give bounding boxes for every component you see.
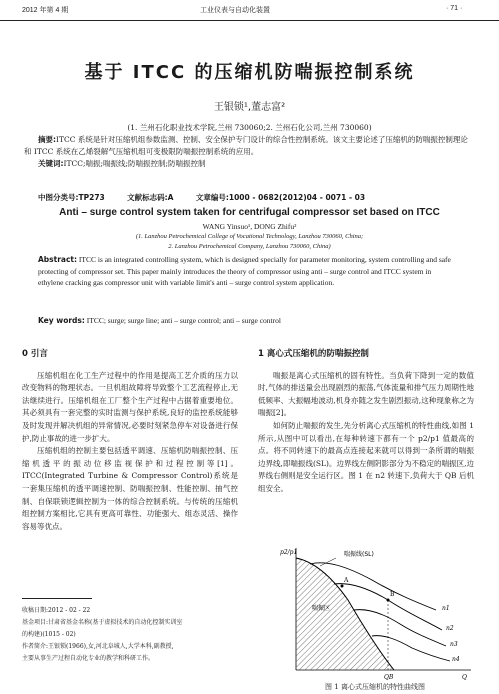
y-axis-label: p2/p1 — [280, 549, 298, 556]
curve-label-n4: n4 — [452, 656, 460, 663]
point-b-label: B — [390, 591, 395, 598]
english-abstract-text: ITCC is an integrated controlling system, which is designed specially for parameter monitoring, system controlling and safe protecting of compressor set. This paper mainly introduces the theory of compressor using anti – surge control and ITCC system in ethylene cracking gas compressor unit with variable limit's anti – surge control system application. — [38, 255, 451, 287]
right-column — [258, 348, 474, 496]
intro-paragraph-2: 压缩机组的控制主要包括透平调速、压缩机防喘振控制、压缩机透平的振动位移监视保护和过程控制等[1]。ITCC(Integrated Turbine & Compressor Control)系统是一套集压缩机的透平调速控制、防喘振控制、性能控制、抽气控制、自保联锁逻辑控制为一体的综合控制系统。与传统的压缩机组控制方案相比,它具有更高可靠性、功能强大、组态灵活、操作容易等优点。 — [22, 446, 238, 531]
header-issue: 2012 年第 4 期 — [22, 7, 69, 14]
point-a-label: A — [344, 577, 349, 584]
header-page-number: · 71 · — [446, 5, 463, 12]
keywords — [38, 158, 474, 170]
point-a-marker — [341, 585, 344, 588]
x-label-q: Q — [462, 674, 467, 680]
abstract-block — [24, 134, 474, 170]
figure-caption: 图 1 离心式压缩机的特性曲线图 — [325, 683, 425, 691]
footnotes — [22, 605, 238, 665]
document-code: 文献标志码:A — [127, 193, 174, 202]
footnote-author: 作者简介:王银锁(1966),女,河北阜城人,大学本科,副教授, — [22, 643, 174, 650]
header-rule — [0, 20, 499, 21]
abstract-text: ITCC 系统是针对压缩机组参数监测、控制、安全保护专门设计的综合性控制系统。该文主要论述了压缩机的防喘振控制理论和 ITCC 系统在乙烯裂解气压缩机组可变极限防喘振控制系统的应用。 — [24, 135, 468, 156]
english-keywords-text: ITCC; surge; surge line; anti – surge control; anti – surge control — [86, 316, 281, 325]
section-1-paragraph-2: 如何防止喘振的发生,先分析离心式压缩机的特性曲线,如图 1 所示,从图中可以看出,在每种转速下都有一个 p2/p1 值最高的点。将不同转速下的最高点连接起来就可以得到一条所谓的喘振边界线,即喘振线(SL)。边界线左侧阴影部分为不稳定的喘振区,边界线右侧则是安全运行区。图 1 在 n2 转速下,负荷大于 QB 后机组安全。 — [258, 420, 474, 493]
curve-label-n3: n3 — [450, 641, 458, 648]
x-label-qb: QB — [384, 674, 394, 680]
abstract-label: 摘要: — [38, 135, 56, 144]
left-column — [22, 348, 238, 533]
surge-zone-label: 喘振区 — [312, 605, 331, 612]
keywords-label: 关键词: — [38, 159, 64, 168]
classification-line — [38, 192, 385, 203]
authors: 王银锁¹,董志富² — [213, 102, 286, 113]
paper-title: 基于 ITCC 的压缩机防喘振控制系统 — [84, 62, 415, 83]
footnote-author-cont: 主要从事生产过程自动化专业的教学和科研工作。 — [22, 655, 155, 662]
curve-label-n2: n2 — [446, 625, 454, 632]
english-affiliation-1: (1. Lanzhou Petrochemical College of Vocational Technology, Lanzhou 730060, China; — [135, 233, 364, 240]
running-header — [0, 0, 499, 20]
english-keywords-label: Key words: — [38, 316, 85, 325]
section-introduction-heading: 0 引言 — [22, 349, 48, 359]
abstract — [24, 134, 474, 158]
affiliation: (1. 兰州石化职业技术学院,兰州 730060;2. 兰州石化公司,兰州 730060) — [127, 123, 372, 132]
english-abstract — [38, 254, 458, 289]
footnote-fund: 基金项目:甘肃省基金名称(基于虚拟技术的自动化控制实训室 — [22, 619, 183, 626]
section-1-paragraph-1: 喘振是离心式压缩机的固有特性。当负荷下降到一定的数值时,气体的排送量会出现剧烈的振荡,气体流量和排气压力周期性地低频率、大振幅地波动,机身亦随之发生剧烈振动,这种现象称之为喘振[2]。 — [258, 370, 474, 418]
section-1-heading: 1 离心式压缩机的防喘振控制 — [258, 349, 369, 359]
intro-paragraph-1: 压缩机组在化工生产过程中的作用是提高工艺介质的压力以改变物料的物理状态。一旦机组故障将导致整个工艺流程停止,无法继续进行。压缩机组在工厂整个生产过程中占据着重要地位。其必须具有一套完整的实时监测与保护系统,良好的监控系统能够及时发现并解决机组的异常情况,必要时刻紧急停车对设备进行保护,防止事故的进一步扩大。 — [22, 370, 238, 443]
english-affiliation-2: 2. Lanzhou Petrochemical Company, Lanzhou 730060, China) — [168, 243, 331, 250]
footnote-received: 收稿日期:2012 - 02 - 22 — [22, 607, 91, 614]
footnote-fund-cont: 的构建)(1015 - 02) — [22, 631, 76, 638]
curve-label-n1: n1 — [442, 605, 450, 612]
footnote-rule — [22, 598, 92, 599]
english-authors: WANG Yinsuo¹, DONG Zhifu² — [202, 222, 297, 231]
surge-line-label: 喘振线(SL) — [344, 551, 374, 558]
english-abstract-label: Abstract: — [38, 255, 78, 264]
article-number: 文章编号:1000 - 0682(2012)04 - 0071 - 03 — [195, 193, 366, 202]
english-keywords — [38, 316, 458, 325]
header-journal: 工业仪表与自动化装置 — [200, 7, 270, 14]
keywords-text: ITCC;喘振;喘振线;防喘振控制;防喘振控制 — [63, 159, 206, 168]
compressor-characteristic-figure — [276, 540, 476, 680]
clc-number: 中图分类号:TP273 — [38, 193, 105, 202]
english-title: Anti – surge control system taken for centrifugal compressor set based on ITCC — [59, 207, 440, 218]
